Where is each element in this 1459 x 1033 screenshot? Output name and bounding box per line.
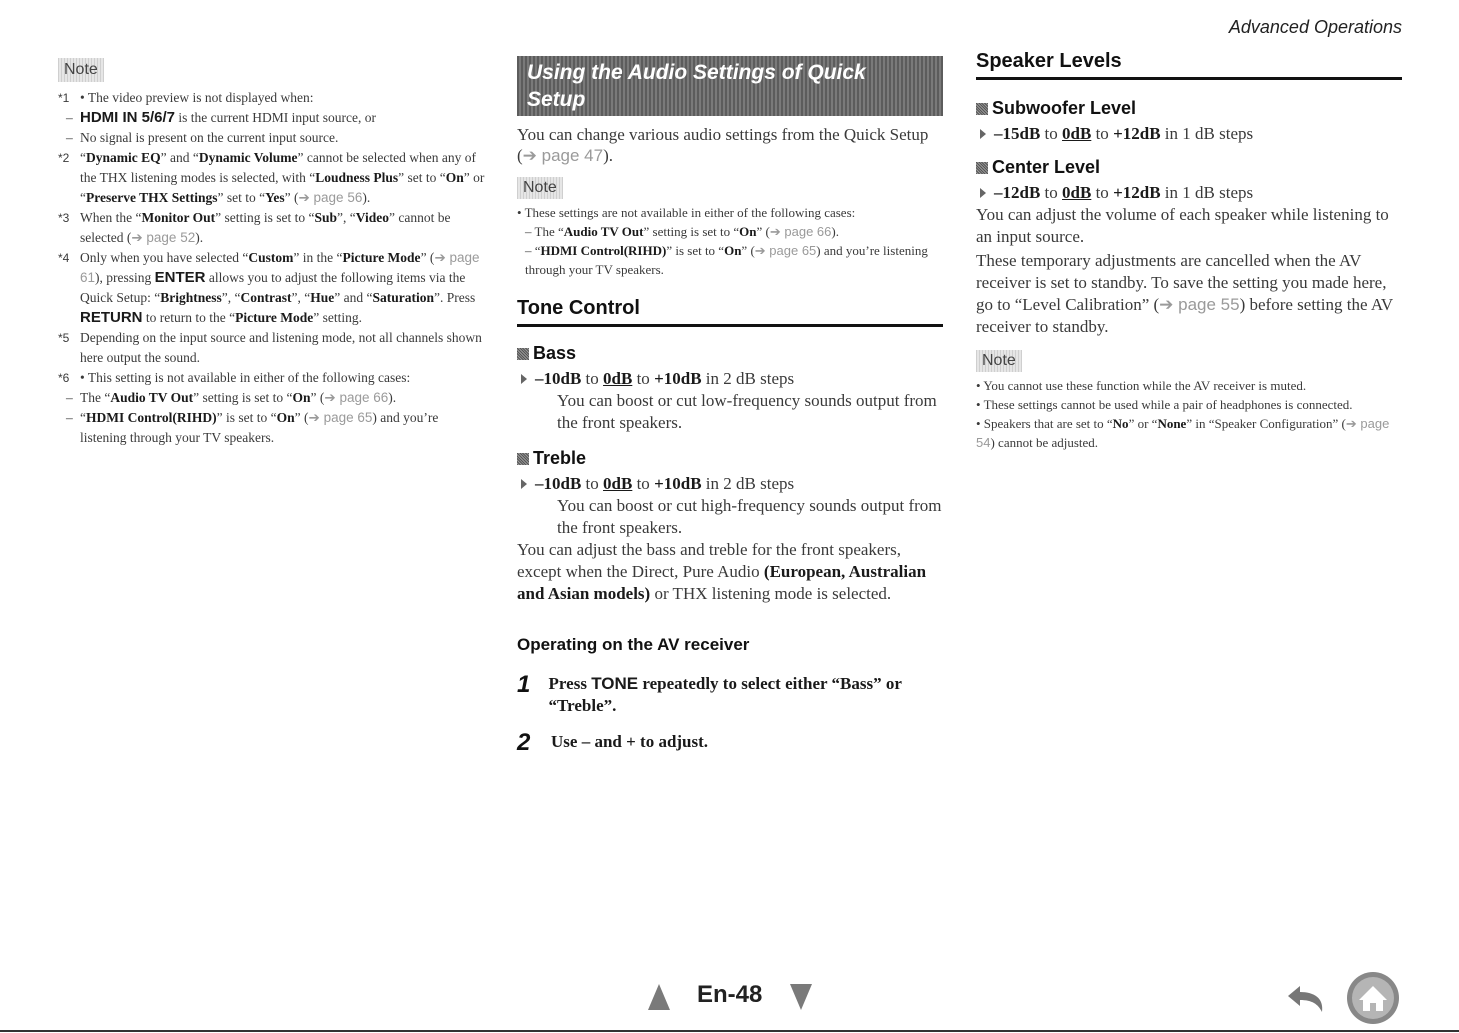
- note-badge: Note: [517, 177, 563, 199]
- page-link[interactable]: ➔ page 65: [308, 410, 373, 425]
- center-level-heading: Center Level: [976, 157, 1402, 178]
- page-link[interactable]: ➔ page 52: [131, 230, 196, 245]
- page-link[interactable]: ➔ page 66: [324, 390, 389, 405]
- page-link[interactable]: ➔ page 47: [522, 146, 604, 165]
- section-banner: Using the Audio Settings of Quick Setup: [517, 56, 943, 116]
- note-item-1: – The “Audio TV Out” setting is set to “On” (➔ page 66).: [525, 224, 839, 239]
- subwoofer-level-heading: Subwoofer Level: [976, 98, 1402, 119]
- home-icon[interactable]: [1345, 970, 1401, 1026]
- treble-description: You can boost or cut high-frequency sounds output from the front speakers.: [557, 496, 942, 537]
- footnote-1-item-1: – HDMI IN 5/6/7 is the current HDMI input source, or: [66, 109, 376, 126]
- footnote-3: *3 When the “Monitor Out” setting is set to “Sub”, “Video” cannot be selected (➔ page 52).: [58, 210, 451, 245]
- bass-heading: Bass: [517, 343, 943, 364]
- bass-description: You can boost or cut low-frequency sounds output from the front speakers.: [557, 391, 937, 432]
- treble-heading: Treble: [517, 448, 943, 469]
- page-number: En-48: [697, 981, 763, 1008]
- note-item-2: • These settings cannot be used while a pair of headphones is connected.: [976, 397, 1353, 412]
- footnote-6-item-1: – The “Audio TV Out” setting is set to “On” (➔ page 66).: [66, 390, 397, 405]
- note-badge: Note: [58, 58, 104, 82]
- step-1: 1 Press TONE repeatedly to select either “Bass” or “Treble”.: [517, 671, 902, 715]
- arrow-right-icon: [521, 479, 527, 489]
- arrow-right-icon: [980, 188, 986, 198]
- note-item-3: • Speakers that are set to “No” or “None” in “Speaker Configuration” (➔ page 54) cannot be adjusted.: [976, 416, 1390, 450]
- page-link[interactable]: ➔ page 61: [80, 250, 480, 285]
- speaker-levels-paragraph-2: These temporary adjustments are cancelled when the AV receiver is set to standby. To save the setting you made here, go to “Level Calibration” (➔ page 55) before setting the AV receiver to standby.: [976, 251, 1393, 336]
- footnote-6: *6 • This setting is not available in either of the following cases:: [58, 370, 411, 385]
- section-title: Advanced Operations: [1228, 17, 1402, 37]
- speaker-levels-paragraph-1: You can adjust the volume of each speaker while listening to an input source.: [976, 205, 1389, 246]
- page-link[interactable]: ➔ page 54: [976, 416, 1390, 450]
- footnote-2: *2 “Dynamic EQ” and “Dynamic Volume” cannot be selected when any of the THX listening modes is selected, with “Loudness Plus” set to “On” or “Preserve THX Settings” set to “Yes” (➔ page 56).: [58, 150, 485, 205]
- note-badge: Note: [976, 350, 1022, 372]
- note-text: • These settings are not available in either of the following cases:: [517, 205, 856, 220]
- page-link[interactable]: ➔ page 56: [298, 190, 363, 205]
- square-bullet-icon: [976, 103, 988, 115]
- center-level-range: –12dB to 0dB to +12dB in 1 dB steps: [976, 182, 1402, 204]
- footnote-1-item-2: – No signal is present on the current input source.: [66, 130, 339, 145]
- previous-page-icon[interactable]: [648, 984, 670, 1010]
- tone-control-heading: Tone Control: [517, 297, 943, 327]
- note-item-1: • You cannot use these function while the AV receiver is muted.: [976, 378, 1307, 393]
- back-icon[interactable]: [1280, 982, 1328, 1018]
- footnote-1: *1 • The video preview is not displayed when:: [58, 90, 314, 105]
- step-2: 2 Use – and + to adjust.: [517, 729, 709, 756]
- next-page-icon[interactable]: [790, 984, 812, 1010]
- footnote-6-item-2: – “HDMI Control(RIHD)” is set to “On” (➔ page 65) and you’re listening through your TV speakers.: [66, 410, 439, 445]
- speaker-levels-column: [976, 50, 1402, 452]
- square-bullet-icon: [976, 162, 988, 174]
- arrow-right-icon: [521, 374, 527, 384]
- page-link[interactable]: ➔ page 66: [769, 224, 832, 239]
- audio-settings-column: [517, 56, 943, 755]
- note-item-2: – “HDMI Control(RIHD)” is set to “On” (➔ page 65) and you’re listening through your TV speakers.: [525, 243, 928, 277]
- speaker-levels-heading: Speaker Levels: [976, 50, 1402, 80]
- page-footer: [0, 978, 1459, 1018]
- square-bullet-icon: [517, 453, 529, 465]
- operating-heading: Operating on the AV receiver: [517, 635, 750, 654]
- page-link[interactable]: ➔ page 65: [754, 243, 817, 258]
- footnotes-column: [58, 58, 488, 448]
- page-link[interactable]: ➔ page 55: [1159, 295, 1240, 314]
- tone-note-paragraph: You can adjust the bass and treble for the front speakers, except when the Direct, Pure Audio (European, Australian and Asian models) or THX listening mode is selected.: [517, 540, 927, 603]
- footnote-4: *4 Only when you have selected “Custom” in the “Picture Mode” (➔ page 61), pressing ENTER allows you to adjust the following items via the Quick Setup: “Brightness”, “Contrast”, “Hue” and “Saturation”. Press RETURN to return to the “Picture Mode” setting.: [58, 250, 480, 326]
- intro-paragraph: You can change various audio settings from the Quick Setup (➔ page 47).: [517, 125, 929, 165]
- treble-range: –10dB to 0dB to +10dB in 2 dB steps: [517, 473, 943, 495]
- footnote-5: *5 Depending on the input source and listening mode, not all channels shown here output the sound.: [58, 330, 482, 365]
- arrow-right-icon: [980, 129, 986, 139]
- square-bullet-icon: [517, 348, 529, 360]
- bottom-rule: [0, 1030, 1459, 1032]
- bass-range: –10dB to 0dB to +10dB in 2 dB steps: [517, 368, 943, 390]
- subwoofer-level-range: –15dB to 0dB to +12dB in 1 dB steps: [976, 123, 1402, 145]
